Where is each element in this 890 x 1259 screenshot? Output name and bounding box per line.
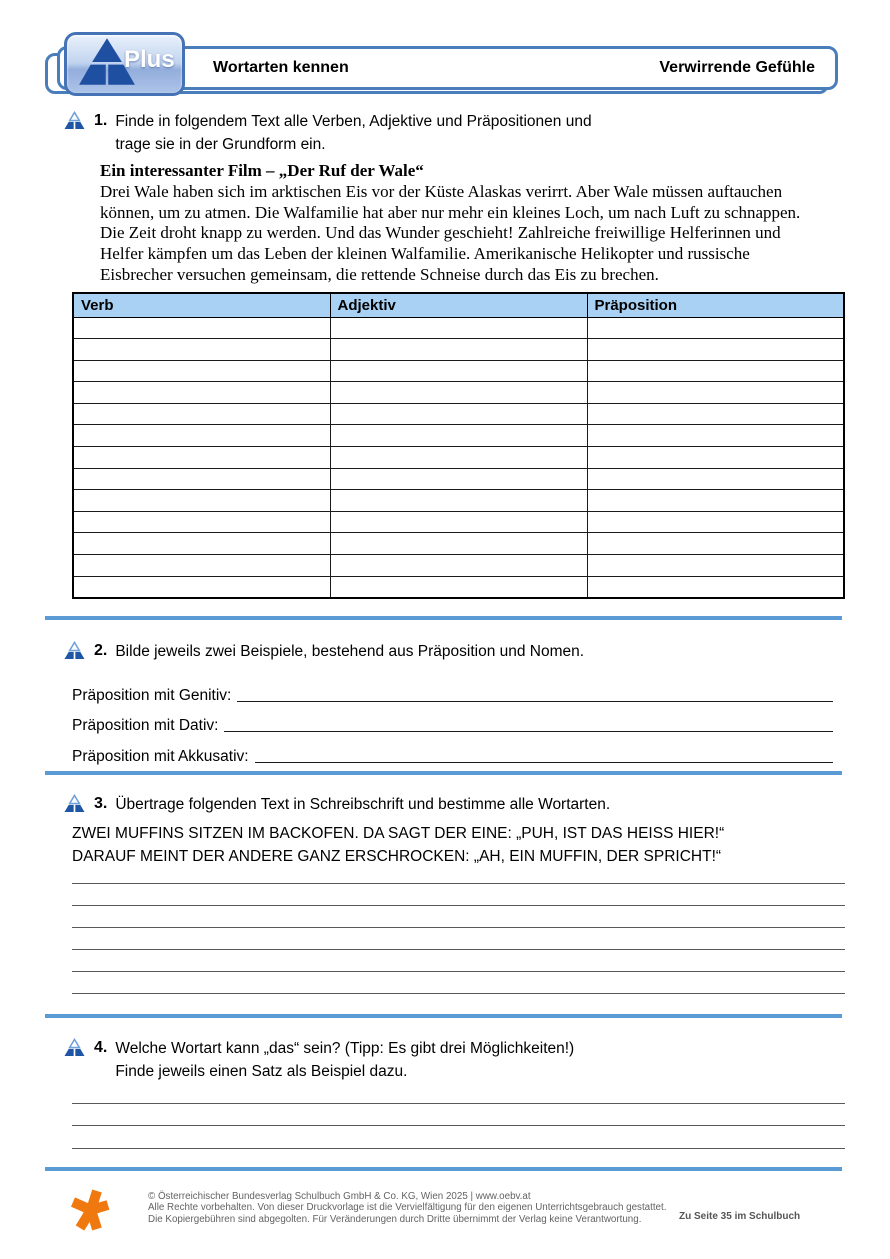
table-cell xyxy=(73,533,330,555)
passage-line: können, um zu atmen. Die Walfamilie hat aber nur mehr ein kleines Loch, um nach Luft zu schnappen. xyxy=(100,202,801,222)
table-cell xyxy=(587,447,844,469)
task-triangle-icon xyxy=(63,794,86,818)
table-row xyxy=(73,425,844,447)
table-row xyxy=(73,468,844,490)
task-number: 4. xyxy=(94,1039,108,1056)
table-cell xyxy=(73,447,330,469)
table-cell xyxy=(330,468,587,490)
task-4-instruction-line-2: Finde jeweils einen Satz als Beispiel dazu. xyxy=(115,1063,408,1080)
table-cell xyxy=(330,511,587,533)
table-row xyxy=(73,576,844,598)
table-cell xyxy=(330,555,587,577)
table-row xyxy=(73,360,844,382)
table-cell xyxy=(587,317,844,339)
task-1-instruction-line-1: Finde in folgendem Text alle Verben, Adjektive und Präpositionen und xyxy=(115,113,592,130)
wordtype-table-body xyxy=(73,317,844,598)
table-row xyxy=(73,403,844,425)
column-header-praeposition: Präposition xyxy=(587,293,844,317)
section-divider xyxy=(45,1014,842,1018)
answer-line xyxy=(255,762,833,763)
passage-line: Eisbrecher versuchen gemeinsam, die rettende Schneise durch das Eis zu brechen. xyxy=(100,264,659,284)
table-cell xyxy=(587,382,844,404)
worksheet-chapter-title: Verwirrende Gefühle xyxy=(659,59,815,76)
table-cell xyxy=(73,468,330,490)
passage-line: Drei Wale haben sich im arktischen Eis vor der Küste Alaskas verirrt. Aber Wale müssen auftauchen xyxy=(100,181,783,201)
oebv-asterisk-logo-icon xyxy=(70,1188,110,1237)
task-4 xyxy=(63,1037,574,1083)
table-cell xyxy=(587,511,844,533)
table-row xyxy=(73,490,844,512)
table-cell xyxy=(73,576,330,598)
writing-line xyxy=(72,950,845,972)
table-cell xyxy=(330,382,587,404)
plus-logo-text: Plus xyxy=(124,46,175,73)
writing-line xyxy=(72,928,845,950)
copyright-line-1: © Österreichischer Bundesverlag Schulbuch GmbH & Co. KG, Wien 2025 | www.oebv.at xyxy=(148,1191,531,1202)
worksheet-topic-title: Wortarten kennen xyxy=(213,59,349,76)
table-cell xyxy=(587,425,844,447)
section-divider xyxy=(45,616,842,620)
field-label: Präposition mit Genitiv: xyxy=(72,686,232,704)
task-triangle-icon xyxy=(63,111,86,135)
uppercase-text-line-2: DARAUF MEINT DER ANDERE GANZ ERSCHROCKEN: „AH, EIN MUFFIN, DER SPRICHT!“ xyxy=(72,848,722,865)
table-cell xyxy=(587,360,844,382)
table-cell xyxy=(73,339,330,361)
task-1-instruction-line-2: trage sie in der Grundform ein. xyxy=(115,136,326,153)
writing-line xyxy=(72,1126,845,1149)
passage-title: Ein interessanter Film – „Der Ruf der Wale“ xyxy=(100,161,424,180)
writing-line xyxy=(72,884,845,906)
table-cell xyxy=(73,511,330,533)
table-cell xyxy=(587,339,844,361)
task-number: 1. xyxy=(94,112,108,129)
task-number: 3. xyxy=(94,795,108,812)
table-cell xyxy=(73,403,330,425)
task-2 xyxy=(63,640,584,665)
uppercase-text-line-1: ZWEI MUFFINS SITZEN IM BACKOFEN. DA SAGT DER EINE: „PUH, IST DAS HEISS HIER!“ xyxy=(72,825,725,842)
table-row xyxy=(73,447,844,469)
task-number: 2. xyxy=(94,642,108,659)
table-cell xyxy=(330,533,587,555)
table-cell xyxy=(73,317,330,339)
passage-line: Helfer kämpfen um das Leben der kleinen Walfamilie. Amerikanische Helikopter und russische xyxy=(100,244,750,264)
task-4-instruction-line-1: Welche Wortart kann „das“ sein? (Tipp: Es gibt drei Möglichkeiten!) xyxy=(115,1040,575,1057)
task-4-writing-lines xyxy=(72,1081,845,1149)
task-4-instruction xyxy=(115,1037,574,1083)
table-header-row xyxy=(73,293,844,317)
plus-logo-badge xyxy=(64,32,185,96)
table-cell xyxy=(587,468,844,490)
table-row xyxy=(73,533,844,555)
table-cell xyxy=(587,555,844,577)
schoolbook-page-reference: Zu Seite 35 im Schulbuch xyxy=(679,1211,801,1222)
table-cell xyxy=(73,425,330,447)
fill-in-row-genitiv xyxy=(72,674,833,705)
table-cell xyxy=(73,382,330,404)
table-cell xyxy=(73,555,330,577)
table-cell xyxy=(330,317,587,339)
table-cell xyxy=(587,576,844,598)
column-header-adjektiv: Adjektiv xyxy=(330,293,587,317)
task-3 xyxy=(63,793,610,818)
table-cell xyxy=(73,360,330,382)
table-cell xyxy=(330,490,587,512)
answer-line xyxy=(237,701,833,702)
column-header-verb: Verb xyxy=(73,293,330,317)
table-row xyxy=(73,511,844,533)
writing-line xyxy=(72,972,845,994)
writing-line xyxy=(72,906,845,928)
wordtype-table xyxy=(72,292,845,599)
table-cell xyxy=(330,403,587,425)
copyright-line-2: Alle Rechte vorbehalten. Von dieser Druckvorlage ist die Vervielfältigung für den eigenen Unterrichtsgebrauch gestattet. xyxy=(148,1202,667,1214)
table-cell xyxy=(330,576,587,598)
table-cell xyxy=(587,403,844,425)
writing-line xyxy=(72,1104,845,1127)
task-1 xyxy=(63,110,592,156)
fill-in-row-akkusativ xyxy=(72,735,833,766)
task-1-instruction xyxy=(115,110,591,156)
section-divider xyxy=(45,771,842,775)
table-row xyxy=(73,339,844,361)
table-row xyxy=(73,382,844,404)
table-row xyxy=(73,555,844,577)
table-cell xyxy=(330,425,587,447)
task-2-fields xyxy=(72,674,833,766)
table-cell xyxy=(330,447,587,469)
answer-line xyxy=(224,731,833,732)
table-row xyxy=(73,317,844,339)
copyright-line-3: Die Kopiergebühren sind abgegolten. Für Veränderungen durch Dritte übernimmt der Verlag keine Verantwortung. xyxy=(148,1213,642,1225)
passage-line: Die Zeit droht knapp zu werden. Und das Wunder geschieht! Zahlreiche freiwillige Helferinnen und xyxy=(100,223,781,243)
copyright-text xyxy=(148,1191,666,1225)
table-cell xyxy=(73,490,330,512)
task-3-writing-lines xyxy=(72,862,845,994)
fill-in-row-dativ xyxy=(72,705,833,736)
footer-divider xyxy=(45,1167,842,1171)
task-triangle-icon xyxy=(63,641,86,665)
field-label: Präposition mit Akkusativ: xyxy=(72,747,249,765)
table-cell xyxy=(587,490,844,512)
table-cell xyxy=(330,360,587,382)
reading-passage xyxy=(100,161,800,286)
task-triangle-icon xyxy=(63,1038,86,1062)
task-2-instruction: Bilde jeweils zwei Beispiele, bestehend aus Präposition und Nomen. xyxy=(115,643,585,660)
field-label: Präposition mit Dativ: xyxy=(72,717,219,735)
task-3-instruction: Übertrage folgenden Text in Schreibschrift und bestimme alle Wortarten. xyxy=(115,796,611,813)
writing-line xyxy=(72,862,845,884)
table-cell xyxy=(587,533,844,555)
table-cell xyxy=(330,339,587,361)
writing-line xyxy=(72,1081,845,1104)
